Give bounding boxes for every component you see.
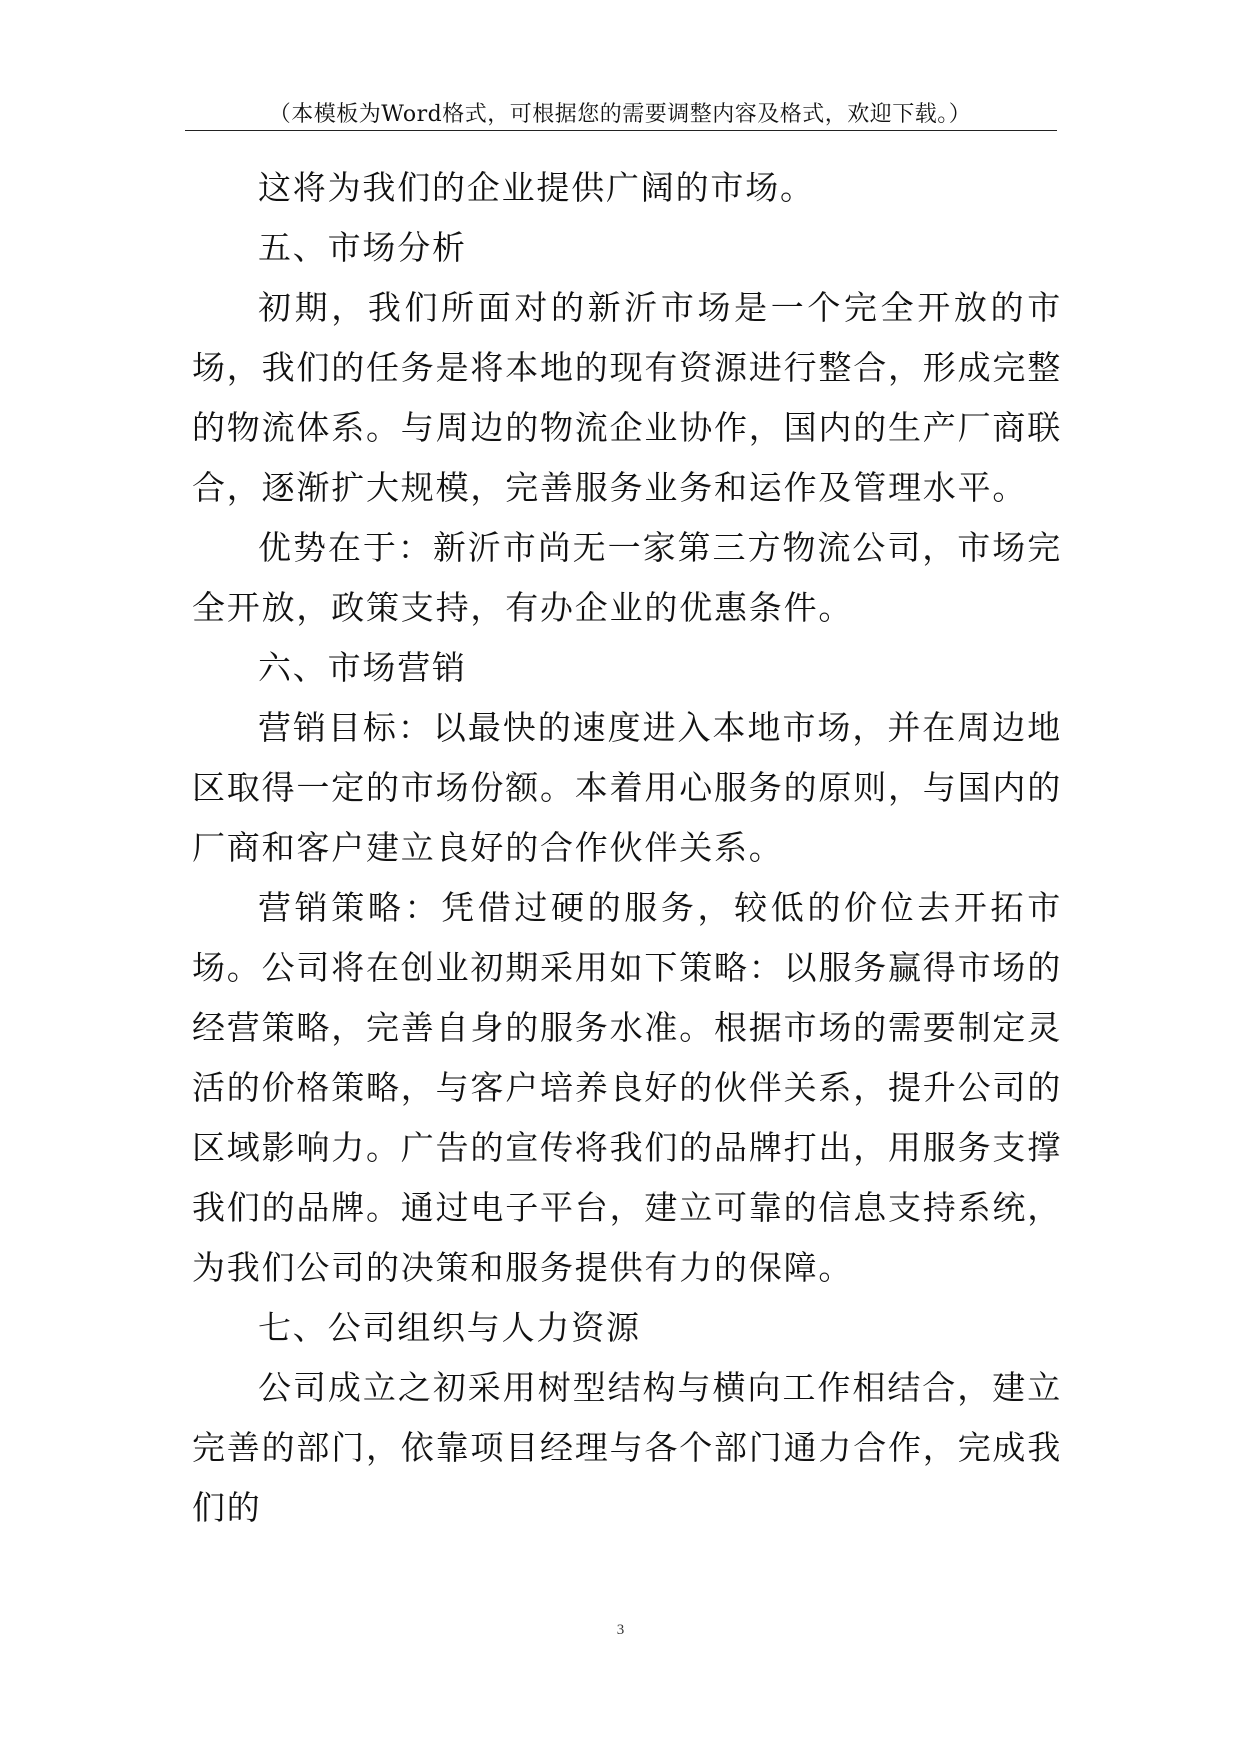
page-header: （本模板为Word格式，可根据您的需要调整内容及格式，欢迎下载。）	[268, 102, 972, 127]
section-heading-market-analysis: 五、市场分析	[258, 228, 467, 267]
paragraph-organization: 公司成立之初采用树型结构与横向工作相结合，建立完善的部门，依靠项目经理与各个部门通力合作，完成我们的	[192, 1368, 1062, 1527]
section-heading-organization: 七、公司组织与人力资源	[258, 1308, 641, 1347]
page-number: 3	[616, 1622, 625, 1638]
paragraph-marketing-goals: 营销目标：以最快的速度进入本地市场，并在周边地区取得一定的市场份额。本着用心服务的原则，与国内的厂商和客户建立良好的合作伙伴关系。	[192, 708, 1062, 867]
paragraph-market-conclusion: 这将为我们的企业提供广阔的市场。	[258, 168, 815, 207]
document-body	[192, 158, 1062, 1538]
paragraph-market-analysis: 初期，我们所面对的新沂市场是一个完全开放的市场，我们的任务是将本地的现有资源进行整合，形成完整的物流体系。与周边的物流企业协作，国内的生产厂商联合，逐渐扩大规模，完善服务业务和运作及管理水平。	[192, 288, 1062, 507]
paragraph-advantages: 优势在于：新沂市尚无一家第三方物流公司，市场完全开放，政策支持，有办企业的优惠条件。	[192, 528, 1062, 627]
section-heading-marketing: 六、市场营销	[258, 648, 467, 687]
paragraph-marketing-strategy: 营销策略：凭借过硬的服务，较低的价位去开拓市场。公司将在创业初期采用如下策略：以服务赢得市场的经营策略，完善自身的服务水准。根据市场的需要制定灵活的价格策略，与客户培养良好的伙伴关系，提升公司的区域影响力。广告的宣传将我们的品牌打出，用服务支撑我们的品牌。通过电子平台，建立可靠的信息支持系统，为我们公司的决策和服务提供有力的保障。	[192, 888, 1062, 1287]
header-divider	[185, 130, 1057, 131]
